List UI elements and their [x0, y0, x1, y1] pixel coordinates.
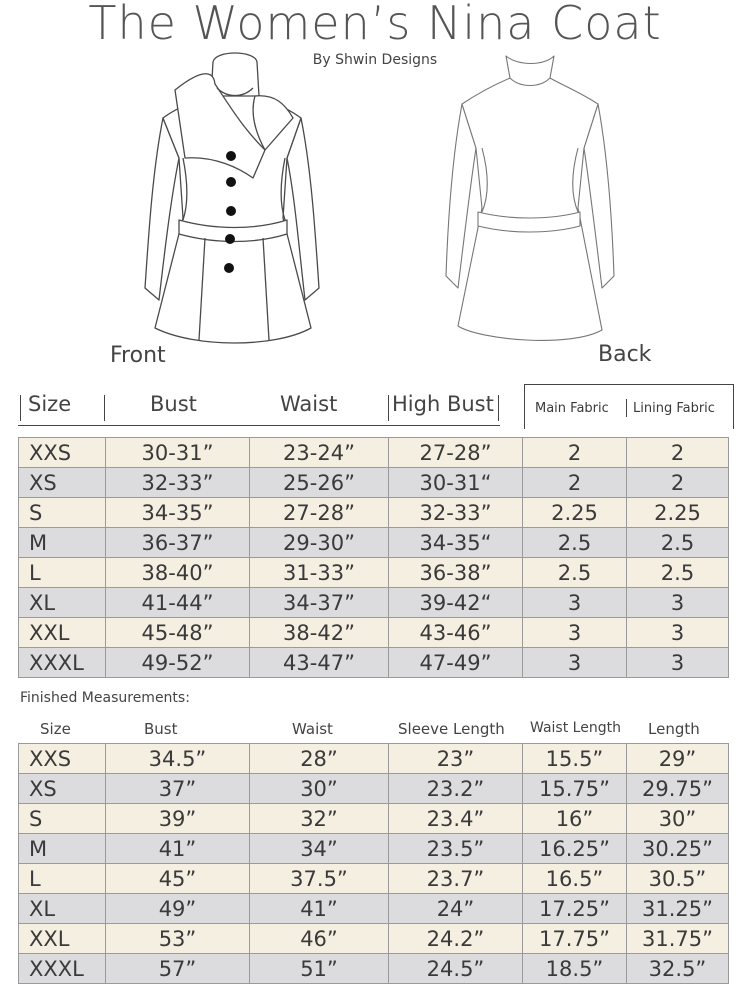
back-label: Back: [598, 342, 652, 367]
value-cell: 36-38”: [389, 558, 523, 588]
header-lining-fabric: Lining Fabric: [633, 401, 715, 416]
value-cell: 31.25”: [627, 894, 729, 924]
value-cell: 45”: [106, 864, 250, 894]
value-cell: 27-28”: [250, 498, 389, 528]
value-cell: 43-47”: [250, 648, 389, 678]
size-cell: XXXL: [19, 954, 106, 984]
finished-row: [19, 774, 729, 804]
finished-row: [19, 834, 729, 864]
value-cell: 23.7”: [389, 864, 523, 894]
header-divider: [388, 395, 389, 421]
value-cell: 29.75”: [627, 774, 729, 804]
value-cell: 32-33”: [106, 468, 250, 498]
value-cell: 31-33”: [250, 558, 389, 588]
finished-measurements-table: [18, 743, 729, 984]
value-cell: 24.5”: [389, 954, 523, 984]
size-chart-header: [18, 387, 523, 425]
value-cell: 2.25: [523, 498, 627, 528]
value-cell: 24.2”: [389, 924, 523, 954]
size-chart-row: [19, 648, 729, 678]
value-cell: 38-42”: [250, 618, 389, 648]
size-chart-row: [19, 528, 729, 558]
size-cell: M: [19, 528, 106, 558]
header-divider: [104, 395, 105, 421]
value-cell: 34.5”: [106, 744, 250, 774]
value-cell: 53”: [106, 924, 250, 954]
value-cell: 2: [627, 438, 729, 468]
value-cell: 47-49”: [389, 648, 523, 678]
value-cell: 3: [523, 648, 627, 678]
value-cell: 16.5”: [523, 864, 627, 894]
coat-back-illustration: [440, 48, 620, 368]
header-main-fabric: Main Fabric: [535, 401, 609, 416]
value-cell: 15.75”: [523, 774, 627, 804]
finished-header-length: Length: [648, 720, 700, 738]
value-cell: 28”: [250, 744, 389, 774]
value-cell: 17.75”: [523, 924, 627, 954]
size-cell: XS: [19, 468, 106, 498]
value-cell: 23.4”: [389, 804, 523, 834]
header-divider: [20, 395, 21, 421]
size-chart-row: [19, 438, 729, 468]
value-cell: 18.5”: [523, 954, 627, 984]
value-cell: 46”: [250, 924, 389, 954]
value-cell: 37.5”: [250, 864, 389, 894]
size-cell: S: [19, 804, 106, 834]
value-cell: 23”: [389, 744, 523, 774]
size-cell: XL: [19, 588, 106, 618]
value-cell: 41”: [250, 894, 389, 924]
size-cell: S: [19, 498, 106, 528]
value-cell: 49”: [106, 894, 250, 924]
value-cell: 30”: [627, 804, 729, 834]
finished-header-bust: Bust: [144, 720, 178, 738]
value-cell: 3: [523, 618, 627, 648]
value-cell: 17.25”: [523, 894, 627, 924]
value-cell: 27-28”: [389, 438, 523, 468]
value-cell: 34-37”: [250, 588, 389, 618]
page-title: The Women’s Nina Coat: [88, 0, 662, 50]
value-cell: 49-52”: [106, 648, 250, 678]
value-cell: 24”: [389, 894, 523, 924]
value-cell: 2: [627, 468, 729, 498]
header-divider: [498, 395, 499, 421]
value-cell: 2.5: [627, 528, 729, 558]
value-cell: 31.75”: [627, 924, 729, 954]
value-cell: 2.25: [627, 498, 729, 528]
size-cell: L: [19, 558, 106, 588]
size-cell: XS: [19, 774, 106, 804]
value-cell: 2.5: [627, 558, 729, 588]
value-cell: 30.5”: [627, 864, 729, 894]
finished-header-waist: Waist: [292, 720, 333, 738]
value-cell: 30-31“: [389, 468, 523, 498]
byline: By Shwin Designs: [312, 52, 438, 68]
value-cell: 2.5: [523, 528, 627, 558]
value-cell: 25-26”: [250, 468, 389, 498]
value-cell: 3: [627, 588, 729, 618]
value-cell: 38-40”: [106, 558, 250, 588]
value-cell: 15.5”: [523, 744, 627, 774]
header-divider: [626, 399, 627, 417]
value-cell: 30.25”: [627, 834, 729, 864]
value-cell: 23.5”: [389, 834, 523, 864]
size-chart-row: [19, 558, 729, 588]
finished-row: [19, 894, 729, 924]
finished-header-sleeve-length: Sleeve Length: [398, 720, 505, 738]
size-cell: M: [19, 834, 106, 864]
value-cell: 57”: [106, 954, 250, 984]
value-cell: 2: [523, 468, 627, 498]
value-cell: 29”: [627, 744, 729, 774]
value-cell: 29-30”: [250, 528, 389, 558]
finished-measurements-label: Finished Measurements:: [20, 690, 190, 706]
size-cell: L: [19, 864, 106, 894]
finished-row: [19, 954, 729, 984]
finished-row: [19, 864, 729, 894]
value-cell: 32”: [250, 804, 389, 834]
size-chart-row: [19, 618, 729, 648]
value-cell: 34-35”: [106, 498, 250, 528]
coat-front-illustration: [135, 48, 335, 368]
size-chart-row: [19, 468, 729, 498]
finished-row: [19, 804, 729, 834]
value-cell: 36-37”: [106, 528, 250, 558]
finished-header-waist-length: Waist Length: [530, 720, 621, 736]
value-cell: 16”: [523, 804, 627, 834]
value-cell: 3: [523, 588, 627, 618]
value-cell: 30”: [250, 774, 389, 804]
value-cell: 41”: [106, 834, 250, 864]
value-cell: 34-35“: [389, 528, 523, 558]
finished-row: [19, 924, 729, 954]
value-cell: 39-42“: [389, 588, 523, 618]
value-cell: 34”: [250, 834, 389, 864]
size-cell: XXL: [19, 924, 106, 954]
value-cell: 3: [627, 648, 729, 678]
size-chart-row: [19, 498, 729, 528]
value-cell: 2.5: [523, 558, 627, 588]
size-chart-table: [18, 437, 729, 678]
value-cell: 32-33”: [389, 498, 523, 528]
header-bust: Bust: [150, 392, 197, 416]
header-size: Size: [28, 392, 72, 416]
finished-header-size: Size: [40, 720, 71, 738]
header-underline: [18, 425, 500, 426]
value-cell: 30-31”: [106, 438, 250, 468]
size-cell: XXXL: [19, 648, 106, 678]
header-high-bust: High Bust: [392, 392, 494, 416]
finished-row: [19, 744, 729, 774]
front-label: Front: [110, 343, 166, 368]
value-cell: 41-44”: [106, 588, 250, 618]
size-cell: XL: [19, 894, 106, 924]
value-cell: 45-48”: [106, 618, 250, 648]
value-cell: 16.25”: [523, 834, 627, 864]
value-cell: 39”: [106, 804, 250, 834]
size-chart-row: [19, 588, 729, 618]
size-cell: XXL: [19, 618, 106, 648]
value-cell: 43-46”: [389, 618, 523, 648]
value-cell: 37”: [106, 774, 250, 804]
value-cell: 3: [627, 618, 729, 648]
size-cell: XXS: [19, 744, 106, 774]
value-cell: 51”: [250, 954, 389, 984]
value-cell: 23.2”: [389, 774, 523, 804]
header-waist: Waist: [280, 392, 338, 416]
value-cell: 2: [523, 438, 627, 468]
fabric-header: [524, 384, 734, 429]
value-cell: 32.5”: [627, 954, 729, 984]
size-cell: XXS: [19, 438, 106, 468]
value-cell: 23-24”: [250, 438, 389, 468]
